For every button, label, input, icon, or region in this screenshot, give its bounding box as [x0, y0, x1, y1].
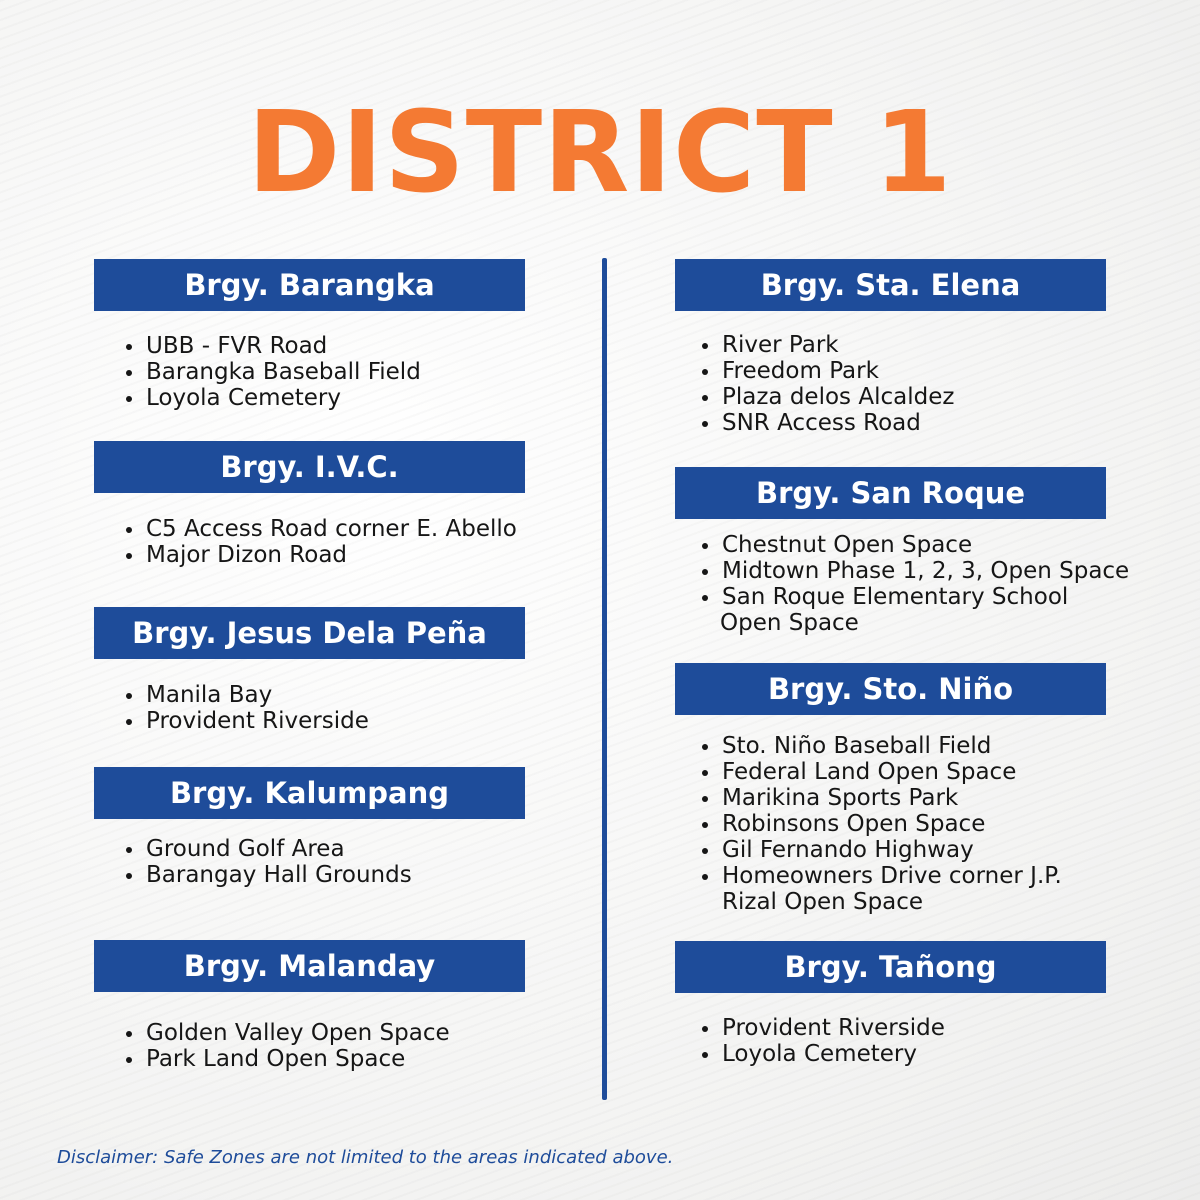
list-item: Homeowners Drive corner J.P. — [698, 863, 1062, 889]
safe-zone-list — [122, 836, 412, 888]
list-item: SNR Access Road — [698, 410, 954, 436]
safe-zone-list — [698, 532, 1129, 636]
list-item: Federal Land Open Space — [698, 759, 1062, 785]
safe-zone-list — [698, 733, 1062, 915]
barangay-header: Brgy. Barangka — [94, 259, 525, 311]
list-item: Sto. Niño Baseball Field — [698, 733, 1062, 759]
safe-zone-list — [122, 682, 369, 734]
safe-zone-list — [122, 333, 421, 411]
list-item: Barangay Hall Grounds — [122, 862, 412, 888]
safe-zone-list — [122, 1020, 450, 1072]
safe-zone-list — [698, 332, 954, 436]
list-item: Barangka Baseball Field — [122, 359, 421, 385]
column-divider — [602, 258, 607, 1100]
disclaimer-text: Disclaimer: Safe Zones are not limited to the areas indicated above. — [57, 1147, 674, 1168]
barangay-header: Brgy. Sta. Elena — [675, 259, 1106, 311]
barangay-header: Brgy. Malanday — [94, 940, 525, 992]
list-item: Manila Bay — [122, 682, 369, 708]
barangay-header: Brgy. I.V.C. — [94, 441, 525, 493]
barangay-header: Brgy. San Roque — [675, 467, 1106, 519]
list-item: Loyola Cemetery — [122, 385, 421, 411]
list-item-continuation: Open Space — [720, 610, 859, 636]
list-item: Golden Valley Open Space — [122, 1020, 450, 1046]
list-item: Provident Riverside — [698, 1015, 945, 1041]
list-item: Robinsons Open Space — [698, 811, 1062, 837]
list-item-continuation: Rizal Open Space — [722, 889, 924, 915]
list-item: San Roque Elementary School — [698, 584, 1129, 610]
list-item: Loyola Cemetery — [698, 1041, 945, 1067]
list-item: River Park — [698, 332, 954, 358]
list-item: C5 Access Road corner E. Abello — [122, 516, 517, 542]
list-item: UBB - FVR Road — [122, 333, 421, 359]
barangay-header: Brgy. Jesus Dela Peña — [94, 607, 525, 659]
safe-zone-list — [698, 1015, 945, 1067]
barangay-header: Brgy. Sto. Niño — [675, 663, 1106, 715]
barangay-header: Brgy. Tañong — [675, 941, 1106, 993]
safe-zone-list — [122, 516, 517, 568]
barangay-header: Brgy. Kalumpang — [94, 767, 525, 819]
list-item: Gil Fernando Highway — [698, 837, 1062, 863]
list-item: Park Land Open Space — [122, 1046, 450, 1072]
list-item: Provident Riverside — [122, 708, 369, 734]
list-item: Ground Golf Area — [122, 836, 412, 862]
list-item: Chestnut Open Space — [698, 532, 1129, 558]
page-title: DISTRICT 1 — [247, 88, 953, 218]
list-item: Freedom Park — [698, 358, 954, 384]
list-item: Major Dizon Road — [122, 542, 517, 568]
list-item: Midtown Phase 1, 2, 3, Open Space — [698, 558, 1129, 584]
list-item: Marikina Sports Park — [698, 785, 1062, 811]
list-item: Plaza delos Alcaldez — [698, 384, 954, 410]
